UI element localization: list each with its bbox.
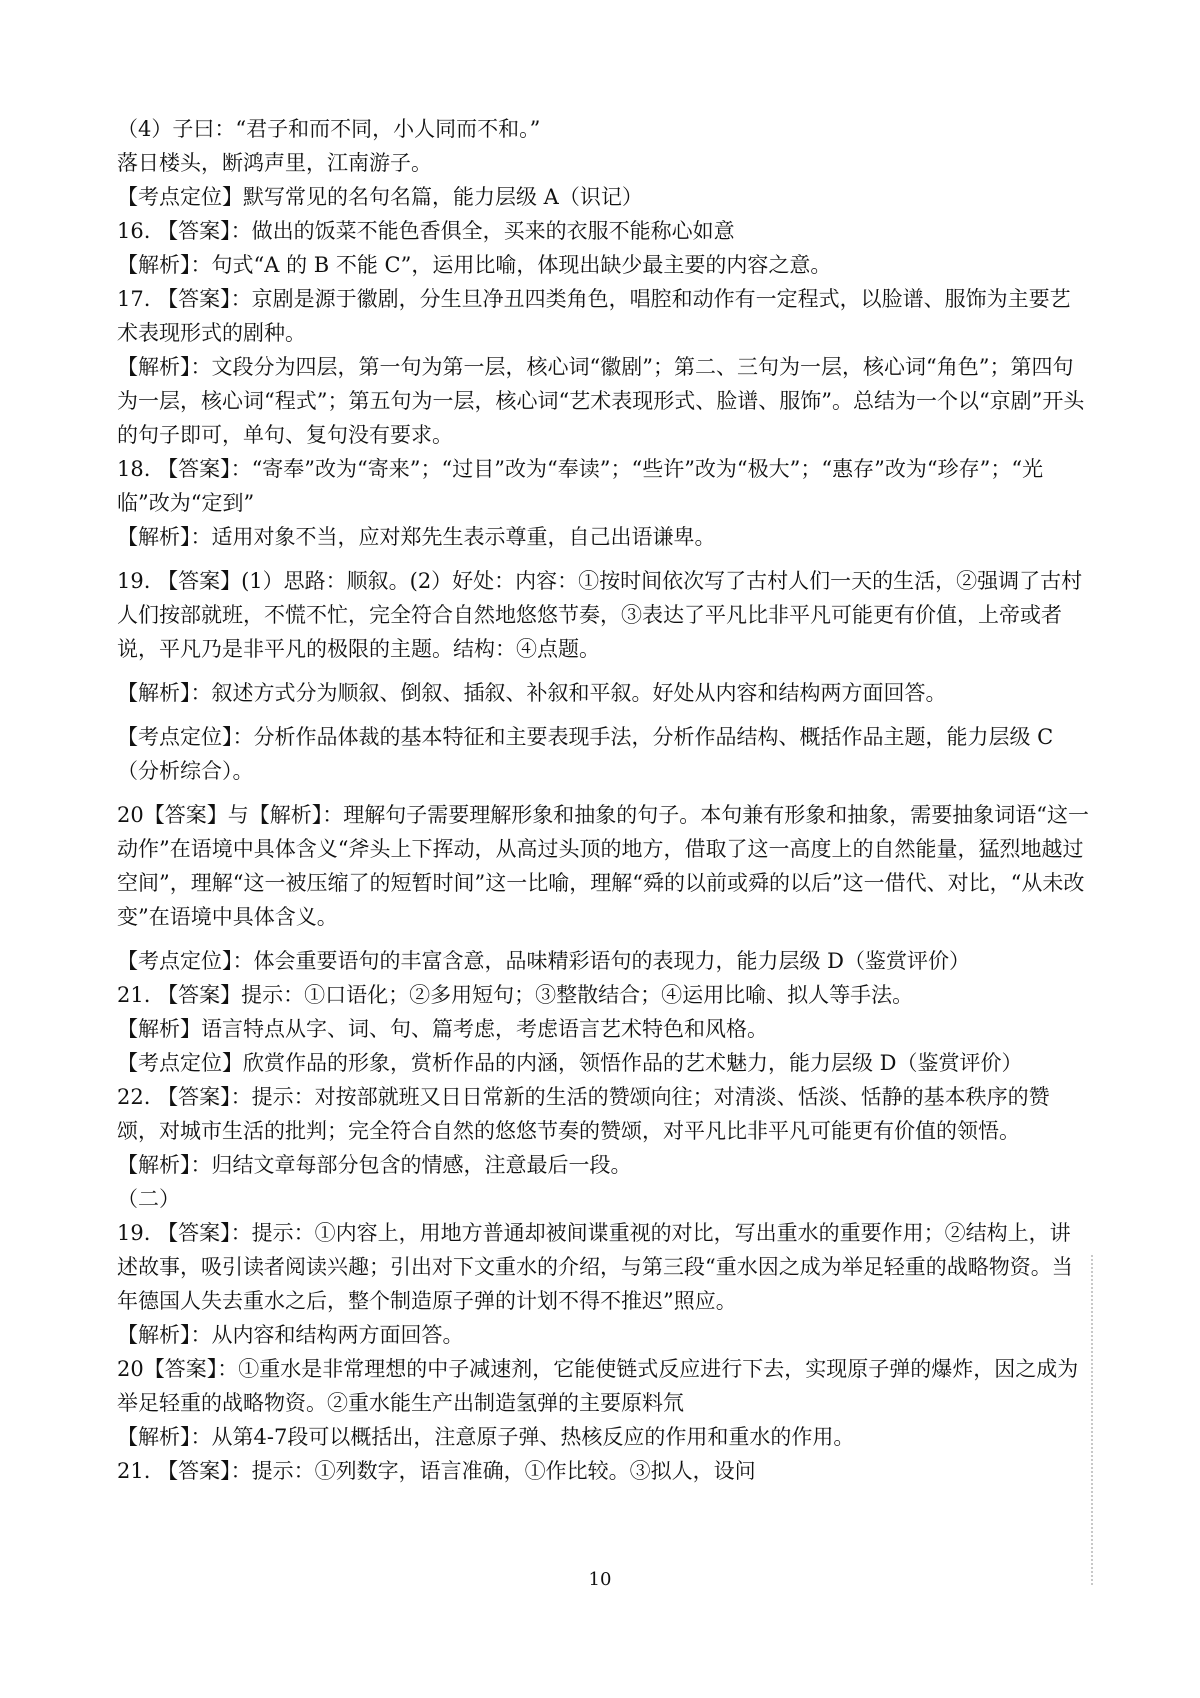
paragraph: 【解析】：从第4-7段可以概括出，注意原子弹、热核反应的作用和重水的作用。: [117, 1425, 855, 1449]
paragraph: 【解析】：文段分为四层，第一句为第一层，核心词“徽剧”；第二、三句为一层，核心词“角色”；第四句为一层，核心词“程式”；第五句为一层，核心词“艺术表现形式、脸谱、服饰”。总结为一个以“京剧”开头的句子即可，单句、复句没有要求。: [117, 355, 1085, 447]
paragraph: 18. 【答案】：“寄奉”改为“寄来”；“过目”改为“奉读”；“些许”改为“极大”；“惠存”改为“珍存”；“光临”改为“定到”: [117, 457, 1044, 515]
paragraph: 【解析】：从内容和结构两方面回答。: [117, 1323, 464, 1347]
paragraph: 【考点定位】默写常见的名句名篇，能力层级 A（识记）: [117, 185, 643, 209]
paragraph: 【解析】：归结文章每部分包含的情感，注意最后一段。: [117, 1153, 632, 1177]
answer-key-body: [117, 112, 1089, 1488]
paragraph: （4）子曰：“君子和而不同，小人同而不和。”: [117, 117, 541, 141]
paragraph: 【解析】：适用对象不当，应对郑先生表示尊重，自己出语谦卑。: [117, 525, 716, 549]
paragraph: 【考点定位】：分析作品体裁的基本特征和主要表现手法，分析作品结构、概括作品主题，能力层级 C（分析综合）。: [117, 725, 1054, 783]
paragraph: 19. 【答案】：提示：①内容上，用地方普通却被间谍重视的对比，写出重水的重要作用；②结构上，讲述故事，吸引读者阅读兴趣；引出对下文重水的介绍，与第三段“重水因之成为举足轻重的战略物资。当年德国人失去重水之后，整个制造原子弹的计划不得不推迟”照应。: [117, 1221, 1073, 1313]
paragraph: 【解析】：叙述方式分为顺叙、倒叙、插叙、补叙和平叙。好处从内容和结构两方面回答。: [117, 681, 947, 705]
page-number: 10: [588, 1569, 612, 1590]
section-heading: （二）: [117, 1187, 180, 1211]
paragraph: 【解析】：句式“A 的 B 不能 C”，运用比喻，体现出缺少最主要的内容之意。: [117, 253, 832, 277]
paragraph: 【考点定位】欣赏作品的形象，赏析作品的内涵，领悟作品的艺术魅力，能力层级 D（鉴赏评价）: [117, 1051, 1023, 1075]
margin-dotted-line: [1091, 1255, 1093, 1585]
paragraph: 22. 【答案】：提示：对按部就班又日日常新的生活的赞颂向往；对清淡、恬淡、恬静的基本秩序的赞颂，对城市生活的批判；完全符合自然的悠悠节奏的赞颂，对平凡比非平凡可能更有价值的领悟。: [117, 1085, 1050, 1143]
paragraph: 20【答案】：①重水是非常理想的中子减速剂，它能使链式反应进行下去，实现原子弹的爆炸，因之成为举足轻重的战略物资。②重水能生产出制造氢弹的主要原料氘: [117, 1357, 1079, 1415]
paragraph: 21. 【答案】提示：①口语化；②多用短句；③整散结合；④运用比喻、拟人等手法。: [117, 983, 914, 1007]
paragraph: 19. 【答案】(1）思路：顺叙。(2）好处：内容：①按时间依次写了古村人们一天的生活，②强调了古村人们按部就班，不慌不忙，完全符合自然地悠悠节奏，③表达了平凡比非平凡可能更有价值，上帝或者说，平凡乃是非平凡的极限的主题。结构：④点题。: [117, 569, 1083, 661]
paragraph: 【考点定位】：体会重要语句的丰富含意，品味精彩语句的表现力，能力层级 D（鉴赏评价）: [117, 949, 971, 973]
paragraph: 【解析】语言特点从字、词、句、篇考虑，考虑语言艺术特色和风格。: [117, 1017, 768, 1041]
paragraph: 17. 【答案】：京剧是源于徽剧，分生旦净丑四类角色，唱腔和动作有一定程式，以脸谱、服饰为主要艺术表现形式的剧种。: [117, 287, 1071, 345]
paragraph: 落日楼头，断鸿声里，江南游子。: [117, 151, 432, 175]
paragraph: 20【答案】与【解析】：理解句子需要理解形象和抽象的句子。本句兼有形象和抽象，需要抽象词语“这一动作”在语境中具体含义“斧头上下挥动，从高过头顶的地方，借取了这一高度上的自然能量，猛烈地越过空间”，理解“这一被压缩了的短暂时间”这一比喻，理解“舜的以前或舜的以后”这一借代、对比，“从未改变”在语境中具体含义。: [117, 803, 1089, 929]
paragraph: 16. 【答案】：做出的饭菜不能色香俱全，买来的衣服不能称心如意: [117, 219, 735, 243]
paragraph: 21. 【答案】：提示：①列数字，语言准确，①作比较。③拟人，设问: [117, 1459, 756, 1483]
